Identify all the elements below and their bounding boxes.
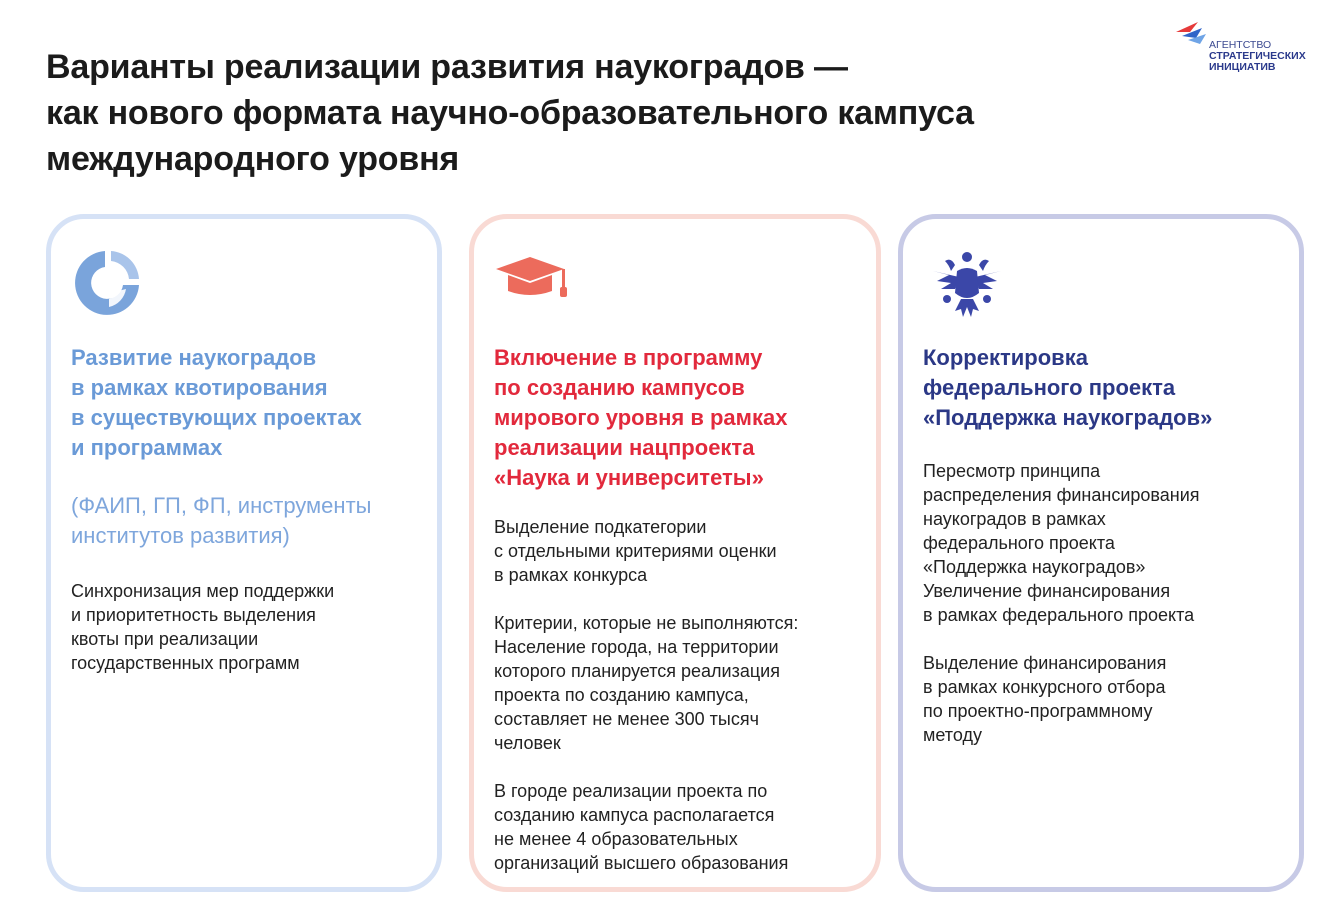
option-card-federal-project xyxy=(898,214,1304,892)
double-headed-eagle-icon xyxy=(931,249,1003,324)
page-title xyxy=(46,44,1166,182)
option-card-campus-program xyxy=(469,214,881,892)
option-card-quota xyxy=(46,214,442,892)
asi-logo-icon xyxy=(1172,20,1212,60)
asi-logo xyxy=(1172,20,1322,80)
graduation-cap-icon xyxy=(494,255,570,312)
card-title: Развитие наукоградов в рамках квотирования в существующих проектах и программах xyxy=(71,345,362,460)
card-title: Корректировка федерального проекта «Поддержка наукоградов» xyxy=(923,345,1213,430)
card-body: Выделение подкатегории с отдельными критериями оценки в рамках конкурса Критерии, которые не выполняются: Население города, на территории которого планируется реализация проекта по созданию кампуса, составляет не менее 300 тысяч человек В городе реализации проекта по созданию кампуса располагается не менее 4 образовательных организаций высшего образования xyxy=(494,517,799,873)
title-line: как нового формата научно-образовательного кампуса xyxy=(46,94,974,132)
asi-logo-text: АГЕНТСТВО СТРАТЕГИЧЕСКИХ ИНИЦИАТИВ xyxy=(1209,39,1306,73)
card-body: Синхронизация мер поддержки и приоритетность выделения квоты при реализации государственных программ xyxy=(71,581,335,673)
title-line: Варианты реализации развития наукоградов — xyxy=(46,48,848,86)
title-line: международного уровня xyxy=(46,140,460,178)
card-body: Пересмотр принципа распределения финансирования наукоградов в рамках федерального проекта «Поддержка наукоградов» Увеличение финансирования в рамках федерального проекта Выделение финансирования в рамках конкурсного отбора по проектно-программному методу xyxy=(923,461,1200,745)
card-subtitle: (ФАИП, ГП, ФП, инструменты институтов развития) xyxy=(71,493,372,548)
card-title: Включение в программу по созданию кампусов мирового уровня в рамках реализации нацпроекта «Наука и университеты» xyxy=(494,345,788,490)
pie-chart-icon xyxy=(71,247,143,324)
